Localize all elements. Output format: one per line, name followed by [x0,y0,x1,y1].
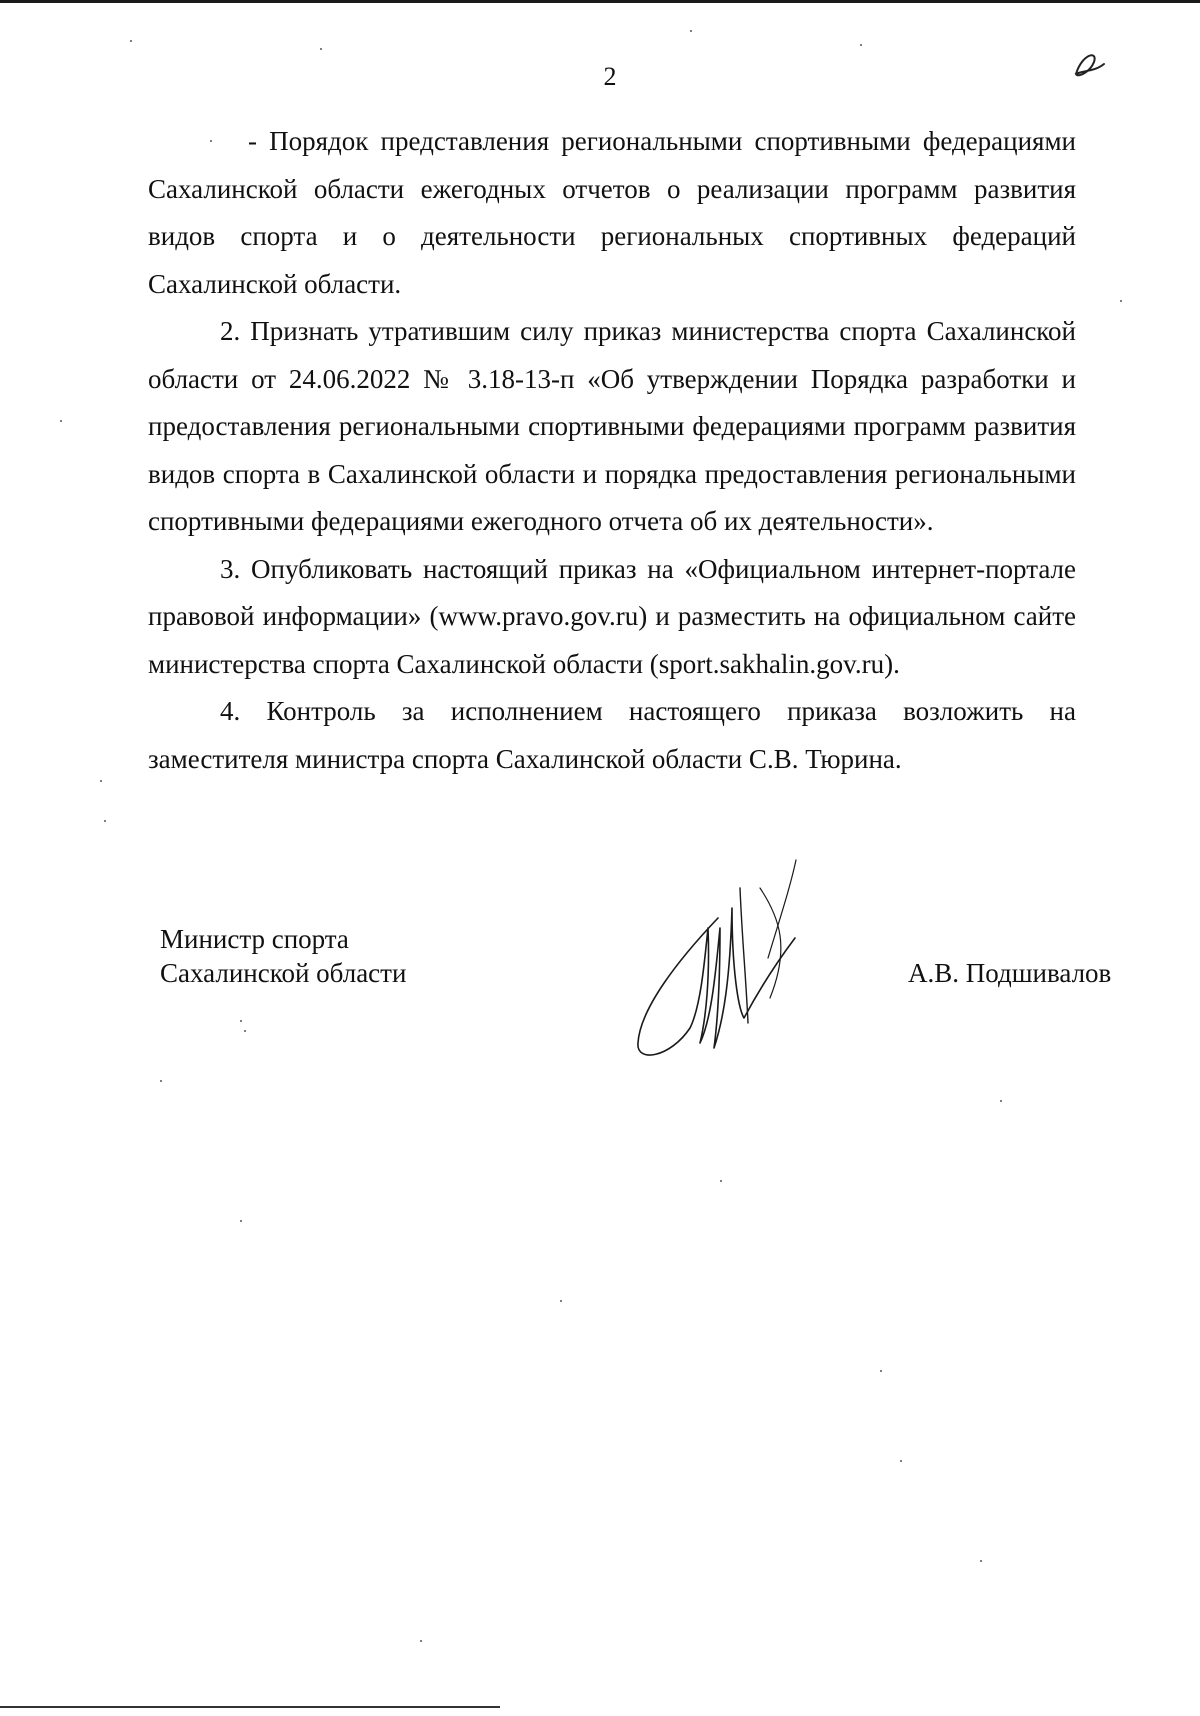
signatory-name: А.В. Подшивалов [908,958,1112,988]
position-line-2: Сахалинской области [160,958,407,988]
handwritten-signature [620,848,850,1068]
page-number: 2 [603,62,617,91]
position-line-1: Министр спорта [160,924,349,954]
signatory-position [160,922,406,990]
paragraph-item-3: 3. Опубликовать настоящий приказ на «Официальном интернет-портале правовой информации» (www.pravo.gov.ru) и разместить на официальном сайте министерства спорта Сахалинской области (sport.sakhalin.gov.ru). [148,553,1076,679]
document-body [148,118,1076,783]
handwritten-page-mark [1068,44,1108,84]
paragraph-procedure-item: - Порядок представления региональными спортивными федерациями Сахалинской области ежегодных отчетов о реализации программ развития видов спорта и о деятельности региональных спортивных федераций Сахалинской области. [148,126,1076,299]
paragraph-item-2: 2. Признать утратившим силу приказ министерства спорта Сахалинской области от 24.06.2022 № 3.18-13-п «Об утверждении Порядка разработки и предоставления региональными спортивными федерациями программ развития видов спорта в Сахалинской области и порядка предоставления региональными спортивными федерациями ежегодного отчета об их деятельности». [148,316,1076,536]
paragraph-item-4: 4. Контроль за исполнением настоящего приказа возложить на заместителя министра спорта Сахалинской области С.В. Тюрина. [148,696,1076,774]
scan-edge-bottom [0,1706,500,1708]
scan-edge-top [0,0,1200,3]
